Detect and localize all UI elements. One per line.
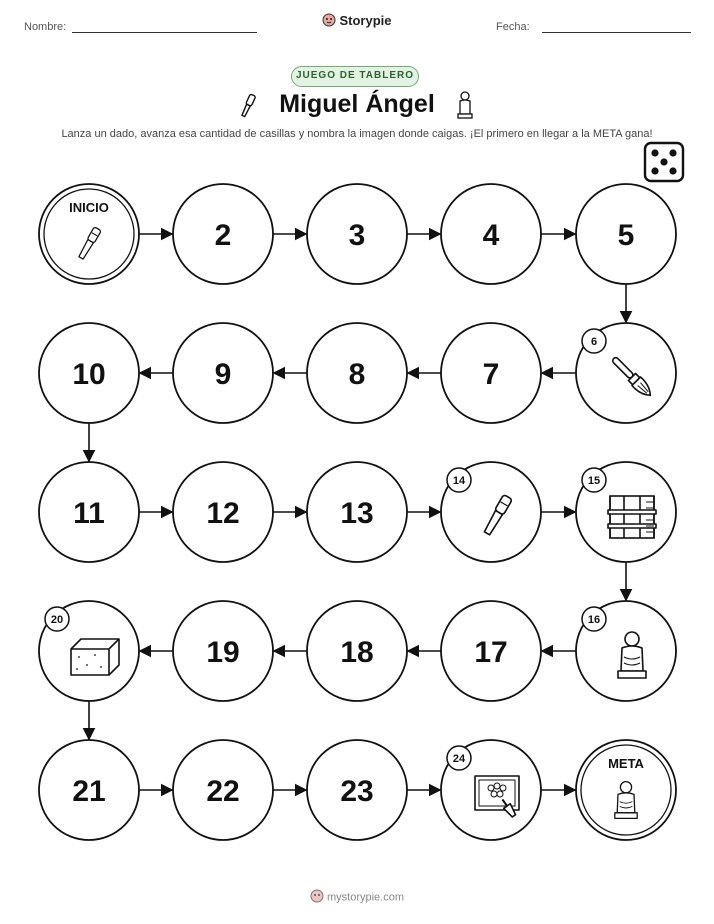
space-number: 11 (73, 497, 105, 530)
board-space-16 (576, 601, 676, 701)
space-number-badge: 24 (452, 753, 466, 765)
space-number-badge: 6 (590, 336, 598, 348)
space-number: 17 (474, 636, 508, 669)
marble-block-icon (71, 639, 119, 675)
space-number-badge: 16 (587, 614, 601, 626)
board-space-24 (441, 740, 541, 840)
game-type-badge: JUEGO DE TABLERO (291, 66, 419, 87)
board-space-22 (173, 740, 273, 840)
space-number: 23 (340, 775, 374, 808)
space-number: 4 (482, 219, 500, 252)
footer (0, 889, 714, 906)
storypie-logo-icon (310, 889, 324, 906)
board-space-23 (307, 740, 407, 840)
board-space-7 (441, 323, 541, 423)
space-number-badge: 14 (452, 475, 466, 487)
name-label: Nombre: (24, 21, 67, 33)
die-five-icon (645, 143, 683, 181)
space-number: 3 (348, 219, 366, 252)
space-number: 22 (206, 775, 240, 808)
footer-url: mystorypie.com (326, 891, 405, 904)
space-number: 9 (214, 358, 232, 391)
space-number-badge: 15 (587, 475, 601, 487)
space-number: 5 (617, 219, 635, 252)
board-space-5 (576, 184, 676, 284)
space-number-badge: 20 (50, 614, 64, 626)
instructions: Lanza un dado, avanza esa cantidad de casillas y nombra la imagen donde caigas. ¡El primero en llegar a la META gana! (61, 128, 653, 140)
start-label: INICIO (69, 200, 109, 215)
space-number: 2 (214, 219, 232, 252)
board-space-6 (576, 323, 676, 423)
space-number: 13 (340, 497, 374, 530)
board-space-17 (441, 601, 541, 701)
board-space-3 (307, 184, 407, 284)
page-title: Miguel Ángel (279, 90, 435, 118)
board-space-10 (39, 323, 139, 423)
brand-name: Storypie (339, 13, 392, 28)
board-space-2 (173, 184, 273, 284)
space-number: 19 (206, 636, 240, 669)
board-space-4 (441, 184, 541, 284)
board-space-11 (39, 462, 139, 562)
finish-label: META (608, 756, 644, 771)
date-label: Fecha: (496, 21, 530, 33)
space-number: 7 (482, 358, 500, 391)
space-number: 10 (72, 358, 106, 391)
space-number: 12 (206, 497, 240, 530)
board-space-15 (576, 462, 676, 562)
board-space-12 (173, 462, 273, 562)
board-space-19 (173, 601, 273, 701)
board-space-21 (39, 740, 139, 840)
board-space-inicio (39, 184, 139, 284)
space-number: 18 (340, 636, 374, 669)
space-number: 8 (348, 358, 366, 391)
board-space-9 (173, 323, 273, 423)
board-space-14 (441, 462, 541, 562)
board-space-meta (576, 740, 676, 840)
board-space-18 (307, 601, 407, 701)
space-number: 21 (72, 775, 106, 808)
board-space-13 (307, 462, 407, 562)
board-space-8 (307, 323, 407, 423)
board-space-20 (39, 601, 139, 701)
